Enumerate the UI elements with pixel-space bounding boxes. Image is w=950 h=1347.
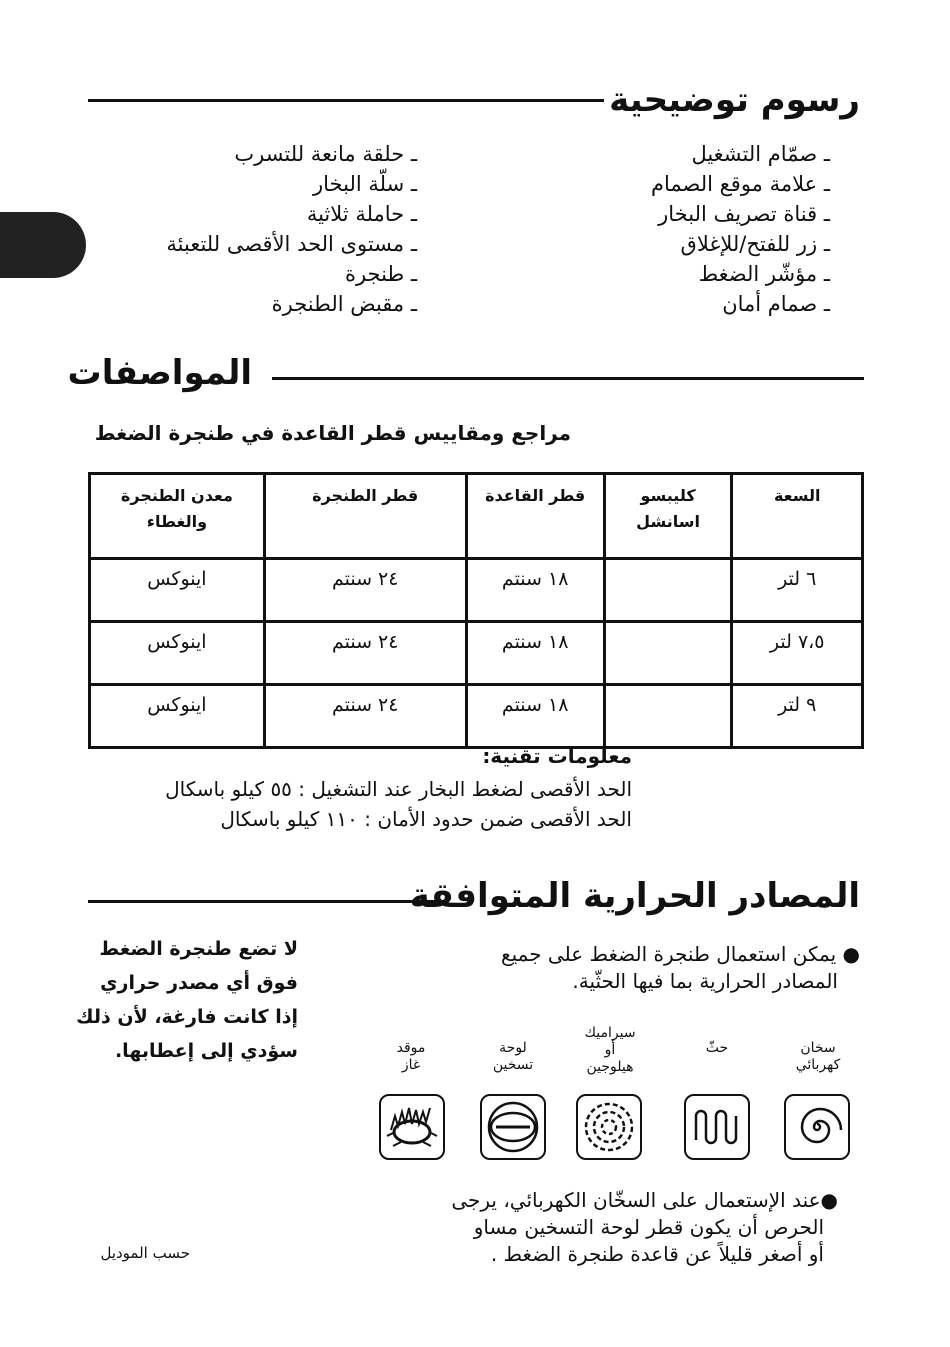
table-cell: ٢٤ سنتم [264, 559, 466, 622]
tech-info-lines [165, 774, 632, 834]
table-header-cell: قطر الطنجرة [264, 474, 466, 559]
empty-cooker-warning [76, 932, 298, 1068]
induction-icon [684, 1094, 750, 1160]
ceramic-halogen-icon [576, 1094, 642, 1160]
table-cell: ١٨ سنتم [466, 622, 604, 685]
gas-burner-icon [379, 1094, 445, 1160]
note-line: أو أصغر قليلاً عن قاعدة طنجرة الضغط . [490, 1242, 824, 1266]
table-cell: ١٨ سنتم [466, 559, 604, 622]
list-item: ـ قناة تصريف البخار [658, 202, 830, 226]
label-line: سخان [800, 1040, 836, 1056]
table-header-cell: السعة [732, 474, 863, 559]
table-row [90, 559, 863, 622]
table-row [90, 622, 863, 685]
table-cell: ١٨ سنتم [466, 685, 604, 748]
illustrations-left-list [166, 139, 417, 319]
table-cell [604, 622, 732, 685]
list-item: ـ علامة موقع الصمام [650, 172, 830, 196]
source-label-gas [378, 1040, 444, 1074]
title-rule [88, 900, 446, 903]
label-line: أو [604, 1042, 616, 1058]
source-label-electric [783, 1040, 853, 1074]
warning-line: سؤدي إلى إعطابها. [114, 1040, 298, 1062]
list-item: ـ مؤشّر الضغط [698, 262, 830, 286]
source-label-induction [684, 1040, 750, 1057]
label-line: هيلوجين [586, 1059, 634, 1075]
note-text: عند الإستعمال على السخّان الكهربائي، يرجى [451, 1188, 821, 1212]
label-line: تسخين [492, 1057, 534, 1073]
list-item: ـ صمّام التشغيل [691, 142, 830, 166]
table-header-row [90, 474, 863, 559]
label-line: موقد [396, 1040, 426, 1056]
table-header-cell: معدن الطنجرة والغطاء [90, 474, 265, 559]
illustrations-title: رسوم توضيحية [609, 80, 860, 120]
list-item: ـ صمام أمان [722, 292, 830, 316]
list-item: ـ حلقة مانعة للتسرب [234, 142, 417, 166]
source-label-hotplate [480, 1040, 546, 1074]
tech-info-line: الحد الأقصى ضمن حدود الأمان : ١١٠ كيلو باسكال [220, 807, 632, 831]
list-item: ـ طنجرة [344, 262, 417, 286]
heat-sources-intro [501, 941, 860, 995]
table-cell: اينوكس [90, 685, 265, 748]
table-cell: ٩ لتر [732, 685, 863, 748]
bullet: ● [820, 1188, 838, 1212]
intro-text: يمكن استعمال طنجرة الضغط على جميع [500, 942, 837, 966]
table-cell: ٧،٥ لتر [732, 622, 863, 685]
list-item: ـ سلّة البخار [313, 172, 417, 196]
specs-title: المواصفات [67, 353, 252, 393]
label-line: حثّ [705, 1040, 729, 1056]
title-rule [88, 99, 604, 102]
table-header-cell: قطر القاعدة [466, 474, 604, 559]
model-note: حسب الموديل [100, 1244, 190, 1262]
list-item: ـ مقبض الطنجرة [271, 292, 417, 316]
tech-info-line: الحد الأقصى لضغط البخار عند التشغيل : ٥٥ كيلو باسكال [165, 777, 632, 801]
note-line [451, 1187, 838, 1214]
electric-hob-note [451, 1187, 838, 1268]
table-cell [604, 559, 732, 622]
list-item: ـ مستوى الحد الأقصى للتعبئة [166, 232, 417, 256]
bullet: ● [842, 942, 860, 966]
table-cell [604, 685, 732, 748]
table-row [90, 685, 863, 748]
illustrations-right-list [651, 139, 830, 319]
label-line: كهربائي [795, 1057, 841, 1073]
intro-line [501, 941, 860, 968]
list-item: ـ زر للفتح/للإغلاق [680, 232, 830, 256]
page-tab-marker [0, 212, 86, 278]
label-line: لوحة [499, 1040, 527, 1056]
table-cell: اينوكس [90, 622, 265, 685]
list-item: ـ حاملة ثلاثية [306, 202, 417, 226]
electric-coil-icon [784, 1094, 850, 1160]
heat-sources-title: المصادر الحرارية المتوافقة [409, 876, 860, 916]
specs-table [88, 472, 864, 749]
warning-line: إذا كانت فارغة، لأن ذلك [76, 1006, 298, 1028]
label-line: سيراميك [584, 1025, 636, 1041]
title-rule [272, 377, 864, 380]
table-cell: ٢٤ سنتم [264, 685, 466, 748]
table-cell: اينوكس [90, 559, 265, 622]
warning-line: فوق أي مصدر حراري [100, 972, 298, 994]
table-cell: ٦ لتر [732, 559, 863, 622]
source-label-ceramic [574, 1025, 646, 1076]
table-cell: ٢٤ سنتم [264, 622, 466, 685]
label-line: غاز [401, 1057, 421, 1073]
tech-info-title: معلومات تقنية: [482, 744, 632, 768]
note-line: الحرص أن يكون قطر لوحة التسخين مساو [473, 1215, 824, 1239]
warning-line: لا تضع طنجرة الضغط [99, 938, 298, 960]
table-header-cell: كليبسو اسانشل [604, 474, 732, 559]
hotplate-icon [480, 1094, 546, 1160]
specs-subtitle: مراجع ومقاييس قطر القاعدة في طنجرة الضغط [94, 421, 571, 445]
intro-line: المصادر الحرارية بما فيها الحثّية. [572, 969, 838, 993]
